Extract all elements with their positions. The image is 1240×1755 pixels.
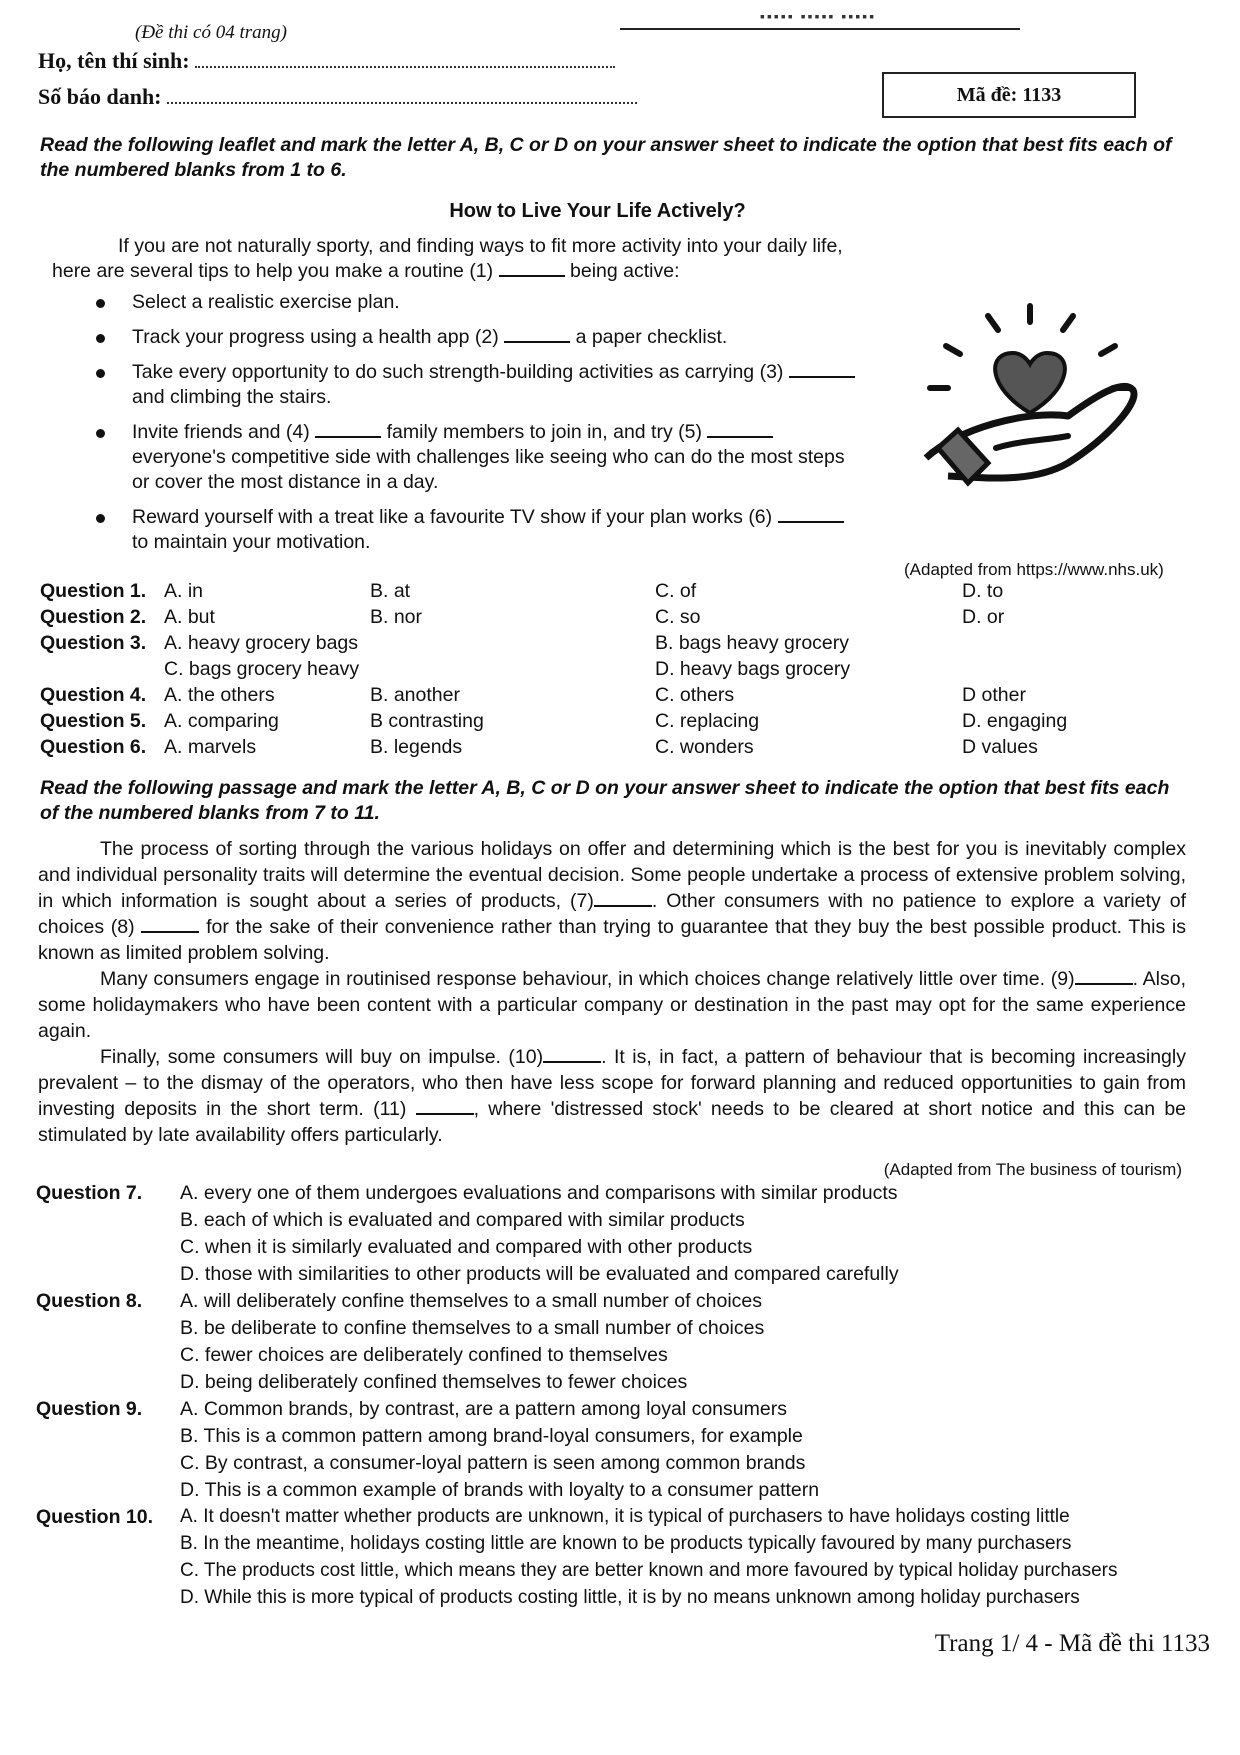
tip-item: Select a realistic exercise plan. bbox=[92, 290, 862, 315]
option-b[interactable]: B contrasting bbox=[370, 710, 484, 732]
tip-item: Reward yourself with a treat like a favourite TV show if your plan works (6) to maintain your motivation. bbox=[92, 505, 862, 555]
passage-paragraph: Finally, some consumers will buy on impulse. (10) . It is, in fact, a pattern of behaviour that is becoming increasingly prevalent – to the dismay of the operators, who then have less scope for forward planning and reduced opportunities to gain from investing deposits in the short term. (11) , where 'distressed stock' needs to be cleared at short notice and this can be stimulated by late availability offers particularly. bbox=[38, 1046, 1187, 1146]
passage-source: (Adapted from The business of tourism) bbox=[883, 1160, 1182, 1179]
tip-item: Invite friends and (4) family members to join in, and try (5) everyone's competitive side with challenges like seeing who can do the most steps or cover the most distance in a day. bbox=[92, 420, 862, 495]
blank-11 bbox=[416, 1097, 474, 1115]
option-d[interactable]: D. to bbox=[962, 580, 1004, 602]
option-c[interactable]: C. fewer choices are deliberately confined to themselves bbox=[180, 1344, 668, 1366]
questions-7-10 bbox=[36, 1182, 1216, 1612]
option-c[interactable]: C. By contrast, a consumer-loyal pattern is seen among common brands bbox=[180, 1452, 806, 1474]
exam-code-box: Mã đề: 1133 bbox=[882, 72, 1136, 118]
leaflet-source: (Adapted from https://www.nhs.uk) bbox=[904, 560, 1164, 579]
questions-1-6 bbox=[40, 580, 1190, 760]
option-a[interactable]: A. in bbox=[164, 580, 204, 602]
intro-text-a: If you are not naturally sporty, and finding ways to fit more activity into your daily life, here are several tips to help you make a routine (1) bbox=[52, 235, 843, 282]
option-d[interactable]: D. or bbox=[962, 606, 1005, 628]
option-b[interactable]: B. at bbox=[370, 580, 411, 602]
option-a[interactable]: A. every one of them undergoes evaluations and comparisons with similar products bbox=[180, 1182, 898, 1204]
tourism-passage bbox=[38, 836, 1186, 1148]
tip-item: Track your progress using a health app (2) a paper checklist. bbox=[92, 325, 862, 350]
blank-7 bbox=[594, 889, 652, 907]
option-a[interactable]: A. It doesn't matter whether products are unknown, it is typical of purchasers to have holidays costing little bbox=[180, 1506, 1070, 1527]
page-footer: Trang 1/ 4 - Mã đề thi 1133 bbox=[934, 1630, 1210, 1657]
question-label: Question 7. bbox=[36, 1182, 143, 1204]
option-c[interactable]: C. The products cost little, which means they are better known and more favoured by typical holiday purchasers bbox=[180, 1560, 1118, 1581]
heart-hand-illustration bbox=[918, 298, 1143, 508]
candidate-id-field[interactable] bbox=[167, 88, 637, 104]
blank-1 bbox=[499, 259, 565, 277]
page-count-note: (Đề thi có 04 trang) bbox=[135, 22, 287, 43]
option-b[interactable]: B. nor bbox=[370, 606, 423, 628]
passage-paragraph: Many consumers engage in routinised response behaviour, in which choices change relatively little over time. (9) . Also, some holidaymakers who have been content with a particular company or destination in the past may opt for the same experience again. bbox=[38, 968, 1186, 1042]
question-label: Question 3. bbox=[40, 632, 147, 654]
header-scribble: ▪▪▪▪▪ ▪▪▪▪▪ ▪▪▪▪▪ bbox=[760, 8, 877, 24]
question-label: Question 10. bbox=[36, 1506, 154, 1528]
candidate-name-label: Họ, tên thí sinh: bbox=[38, 48, 190, 73]
option-d[interactable]: D other bbox=[962, 684, 1026, 706]
option-c[interactable]: C. replacing bbox=[655, 710, 760, 732]
option-b[interactable]: B. each of which is evaluated and compared with similar products bbox=[180, 1209, 745, 1231]
option-b[interactable]: B. be deliberate to confine themselves to a small number of choices bbox=[180, 1317, 765, 1339]
option-a[interactable]: A. will deliberately confine themselves to a small number of choices bbox=[180, 1290, 763, 1312]
option-d[interactable]: D. heavy bags grocery bbox=[655, 658, 851, 680]
passage-paragraph: The process of sorting through the various holidays on offer and determining which is the best for you is inevitably complex and individual personality traits will determine the eventual decision. Some people undertake a process of extensive problem solving, in which information is sought about a series of products, (7) . Other consumers with no patience to explore a variety of choices (8) for the sake of their convenience rather than trying to guarantee that they buy the best possible product. This is known as limited problem solving. bbox=[38, 838, 1187, 964]
option-b[interactable]: B. another bbox=[370, 684, 460, 706]
option-d[interactable]: D values bbox=[962, 736, 1038, 758]
option-b[interactable]: B. In the meantime, holidays costing little are known to be products typically favoured by many purchasers bbox=[180, 1533, 1072, 1554]
tip-item: Take every opportunity to do such strength-building activities as carrying (3) and climbing the stairs. bbox=[92, 360, 862, 410]
option-d[interactable]: D. This is a common example of brands with loyalty to a consumer pattern bbox=[180, 1479, 820, 1501]
option-b[interactable]: B. bags heavy grocery bbox=[655, 632, 850, 654]
option-a[interactable]: A. marvels bbox=[164, 736, 257, 758]
option-d[interactable]: D. engaging bbox=[962, 710, 1068, 732]
question-label: Question 1. bbox=[40, 580, 147, 602]
question-label: Question 5. bbox=[40, 710, 147, 732]
option-c[interactable]: C. bags grocery heavy bbox=[164, 658, 360, 680]
blank-8 bbox=[141, 915, 199, 933]
blank-3 bbox=[789, 360, 855, 378]
candidate-id-label: Số báo danh: bbox=[38, 84, 162, 109]
blank-6 bbox=[778, 505, 844, 523]
blank-2 bbox=[504, 325, 570, 343]
option-c[interactable]: C. others bbox=[655, 684, 735, 706]
option-b[interactable]: B. This is a common pattern among brand-loyal consumers, for example bbox=[180, 1425, 803, 1447]
option-c[interactable]: C. of bbox=[655, 580, 697, 602]
question-label: Question 6. bbox=[40, 736, 147, 758]
question-label: Question 8. bbox=[36, 1290, 143, 1312]
leaflet-title: How to Live Your Life Actively? bbox=[449, 200, 746, 222]
option-c[interactable]: C. when it is similarly evaluated and compared with other products bbox=[180, 1236, 753, 1258]
option-a[interactable]: A. comparing bbox=[164, 710, 279, 732]
option-d[interactable]: D. being deliberately confined themselves to fewer choices bbox=[180, 1371, 688, 1393]
option-a[interactable]: A. but bbox=[164, 606, 215, 628]
blank-5 bbox=[707, 420, 773, 438]
candidate-name-field[interactable] bbox=[195, 52, 615, 68]
option-d[interactable]: D. While this is more typical of products costing little, it is by no means unknown among holiday purchasers bbox=[180, 1587, 1080, 1608]
blank-9 bbox=[1075, 967, 1133, 985]
option-d[interactable]: D. those with similarities to other products will be evaluated and compared carefully bbox=[180, 1263, 899, 1285]
header-rule bbox=[620, 28, 1020, 30]
option-b[interactable]: B. legends bbox=[370, 736, 463, 758]
question-label: Question 2. bbox=[40, 606, 147, 628]
option-a[interactable]: A. the others bbox=[164, 684, 275, 706]
question-label: Question 4. bbox=[40, 684, 147, 706]
option-c[interactable]: C. wonders bbox=[655, 736, 754, 758]
blank-10 bbox=[543, 1045, 601, 1063]
section1-instruction: Read the following leaflet and mark the letter A, B, C or D on your answer sheet to indicate the option that best fits each of the numbered blanks from 1 to 6. bbox=[40, 134, 1172, 181]
question-label: Question 9. bbox=[36, 1398, 143, 1420]
candidate-name-line bbox=[38, 48, 615, 74]
section2-instruction: Read the following passage and mark the letter A, B, C or D on your answer sheet to indicate the option that best fits each of the numbered blanks from 7 to 11. bbox=[40, 777, 1170, 824]
option-a[interactable]: A. Common brands, by contrast, are a pattern among loyal consumers bbox=[180, 1398, 787, 1420]
option-a[interactable]: A. heavy grocery bags bbox=[164, 632, 359, 654]
leaflet-intro bbox=[52, 234, 862, 284]
option-c[interactable]: C. so bbox=[655, 606, 701, 628]
blank-4 bbox=[315, 420, 381, 438]
intro-text-b: being active: bbox=[570, 260, 680, 282]
candidate-id-line bbox=[38, 84, 637, 110]
tips-list bbox=[92, 290, 862, 565]
